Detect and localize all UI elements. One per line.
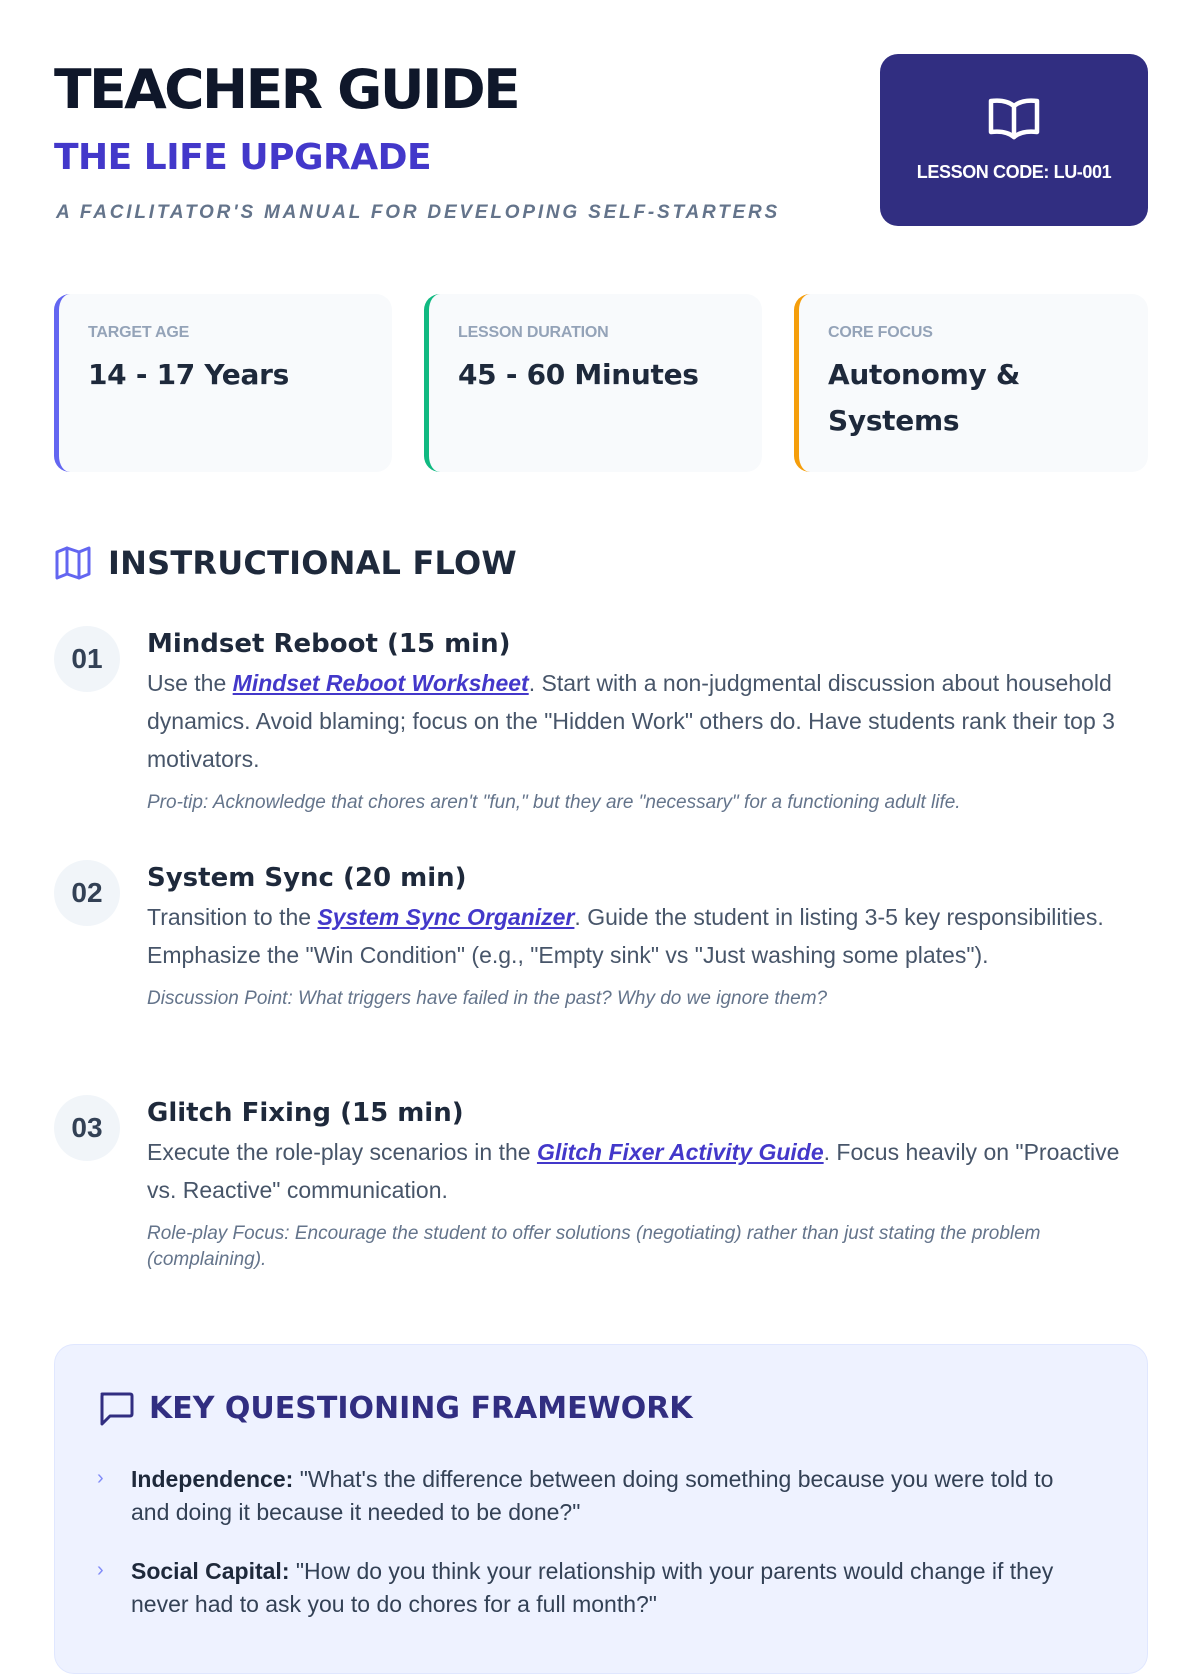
question-term: Independence: [131, 1466, 294, 1492]
step-content [147, 860, 1147, 1012]
page-title: TEACHER GUIDE [54, 58, 519, 121]
step-description [147, 898, 1147, 974]
map-icon [54, 545, 92, 581]
stat-card-target-age [54, 294, 392, 472]
step-text: . Focus heavily on "Proactive vs. Reactive" communication. [147, 1139, 1120, 1203]
step-description [147, 664, 1147, 778]
teacher-guide-page [54, 0, 1148, 1617]
step-content [147, 626, 1147, 816]
question-body: "What's the difference between doing something because you were told to and doing it because it needed to be done?" [131, 1466, 1054, 1525]
step-number: 02 [54, 860, 120, 926]
section-title: KEY QUESTIONING FRAMEWORK [149, 1391, 693, 1426]
section-title: INSTRUCTIONAL FLOW [108, 544, 517, 582]
stat-label: TARGET AGE [88, 324, 190, 341]
step-text: Transition to the [147, 904, 318, 930]
glitch-fixer-activity-guide-link[interactable]: Glitch Fixer Activity Guide [536, 1139, 824, 1165]
questioning-framework-box [54, 1344, 1148, 1674]
stat-value: Autonomy & Systems [828, 358, 1020, 437]
stat-value: 45 - 60 Minutes [458, 358, 699, 391]
step-number: 01 [54, 626, 120, 692]
stat-label: LESSON DURATION [458, 324, 609, 341]
step-title: Mindset Reboot (15 min) [147, 629, 511, 659]
question-text [131, 1463, 1081, 1529]
lesson-stats [54, 294, 1148, 472]
step-content [147, 1095, 1147, 1273]
lesson-code-label: LESSON CODE: LU-001 [916, 162, 1112, 182]
stat-label: CORE FOCUS [828, 324, 933, 341]
mindset-reboot-worksheet-link[interactable]: Mindset Reboot Worksheet [232, 670, 529, 696]
page-subtitle: THE LIFE UPGRADE [54, 137, 432, 178]
lesson-code-badge [880, 54, 1148, 226]
stat-card-lesson-duration [424, 294, 762, 472]
header [54, 54, 1148, 226]
step-tip: Discussion Point: What triggers have failed in the past? Why do we ignore them? [147, 988, 828, 1009]
step-description [147, 1133, 1147, 1209]
stat-value: 14 - 17 Years [88, 358, 289, 391]
step-title: System Sync (20 min) [147, 863, 467, 893]
step-text: . Guide the student in listing 3-5 key responsibilities. Emphasize the "Win Condition" (e.g., "Empty sink" vs "Just washing some plates"). [147, 904, 1104, 968]
page-tagline: A FACILITATOR'S MANUAL FOR DEVELOPING SELF-STARTERS [56, 202, 781, 223]
question-text [131, 1555, 1081, 1621]
chevron-right-icon: › [97, 1559, 104, 1581]
step-title: Glitch Fixing (15 min) [147, 1098, 464, 1128]
open-book-icon [987, 96, 1041, 142]
question-body: "How do you think your relationship with your parents would change if they never had to ask you to do chores for a full month?" [131, 1558, 1054, 1617]
step-text: Execute the role-play scenarios in the [147, 1139, 537, 1165]
step-tip: Role-play Focus: Encourage the student to offer solutions (negotiating) rather than just stating the problem (complaining). [147, 1223, 1041, 1270]
chat-bubble-icon [97, 1391, 135, 1427]
step-text: . Start with a non-judgmental discussion about household dynamics. Avoid blaming; focus on the "Hidden Work" others do. Have students rank their top 3 motivators. [147, 670, 1115, 772]
chevron-right-icon: › [97, 1467, 104, 1489]
stat-card-core-focus [794, 294, 1148, 472]
step-tip: Pro-tip: Acknowledge that chores aren't "fun," but they are "necessary" for a functioning adult life. [147, 792, 961, 813]
step-number: 03 [54, 1095, 120, 1161]
step-text: Use the [147, 670, 233, 696]
question-term: Social Capital: [131, 1558, 290, 1584]
system-sync-organizer-link[interactable]: System Sync Organizer [317, 904, 575, 930]
